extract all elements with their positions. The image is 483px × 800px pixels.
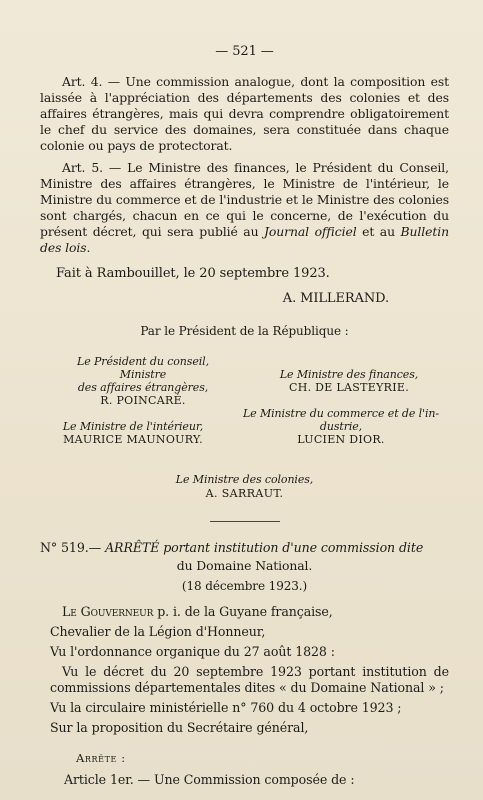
arrete-title: ARRÊTÉ portant institution d'une commission dite [105, 540, 424, 555]
fait-a-rambouillet: Fait à Rambouillet, le 20 septembre 1923. [56, 266, 330, 281]
article-5-paragraph [40, 160, 449, 256]
arrete-number: N° 519.— [40, 540, 102, 555]
journal-officiel: Journal officiel [264, 224, 357, 239]
interieur-name: MAURICE MAUNOURY. [63, 433, 203, 446]
section-divider [210, 521, 280, 522]
article-1: Article 1er. — Une Commission composée de : [64, 772, 355, 787]
commerce-title-1: Le Ministre du commerce et de l'in- [242, 407, 440, 420]
interieur-title: Le Ministre de l'intérieur, [62, 420, 204, 433]
article-5-end: . [86, 240, 91, 255]
page-number: — 521 — [215, 44, 274, 59]
gouverneur-line [62, 604, 449, 620]
par-le-president-line: Par le Président de la République : [140, 324, 349, 338]
finances-title: Le Ministre des finances, [279, 368, 419, 381]
arrete-title-line-2: du Domaine National. [176, 558, 313, 573]
gouverneur-rest: p. i. de la Guyane française, [157, 604, 333, 619]
article-4-paragraph: Art. 4. — Une commission analogue, dont la composition est laissée à l'appréciation des départements des colonies et des affaires étrangères, mais qui devra comprendre obligatoirement le chef du service des domaines, sera constituée dans chaque colonie ou pays de protectorat. [40, 74, 449, 153]
signature-commerce [230, 407, 452, 446]
colonies-title: Le Ministre des colonies, [175, 473, 314, 486]
arrete-date: (18 décembre 1923.) [181, 579, 308, 593]
signature-block [40, 355, 449, 459]
article-5-text: Art. 5. — Le Ministre des finances, le Président du Conseil, Ministre des affaires étrangères, le Ministre de l'intérieur, le Ministre du commerce et de l'industrie et le Ministre des colonies sont chargés, chacun en ce qui le concerne, de l'exécution du présent décret, qui sera publié au [40, 160, 449, 239]
sur-proposition: Sur la proposition du Secrétaire général, [50, 720, 309, 735]
finances-name: CH. DE LASTEYRIE. [288, 381, 409, 394]
arrete-heading [40, 540, 449, 556]
signature-interieur [48, 420, 218, 446]
signature-colonies [40, 473, 449, 501]
signature-president-conseil [58, 355, 228, 407]
president-conseil-name: R. POINCARÉ. [100, 394, 186, 407]
president-conseil-title-2: des affaires étrangères, [77, 381, 209, 394]
gouverneur-label: Le Gouverneur [62, 604, 154, 619]
signature-finances [254, 368, 444, 394]
commerce-name: LUCIEN DIOR. [297, 433, 385, 446]
president-signature: A. MILLERAND. [282, 291, 389, 306]
chevalier-line: Chevalier de la Légion d'Honneur, [50, 624, 266, 639]
arrete-word: Arrête : [76, 751, 126, 765]
bulletin-des-lois: Bulletin des lois [40, 224, 449, 255]
vu-decret: Vu le décret du 20 septembre 1923 portant institution de commissions départementales dites « du Domaine National » ; [50, 664, 449, 695]
vu-ordonnance: Vu l'ordonnance organique du 27 août 1828 : [50, 644, 335, 659]
commerce-title-2: dustrie, [319, 420, 363, 433]
vu-circulaire: Vu la circulaire ministérielle n° 760 du 4 octobre 1923 ; [50, 700, 402, 715]
article-5-and: et au [356, 224, 401, 239]
president-conseil-title-1: Le Président du conseil, Ministre [77, 355, 209, 381]
colonies-name: A. SARRAUT. [205, 487, 284, 500]
